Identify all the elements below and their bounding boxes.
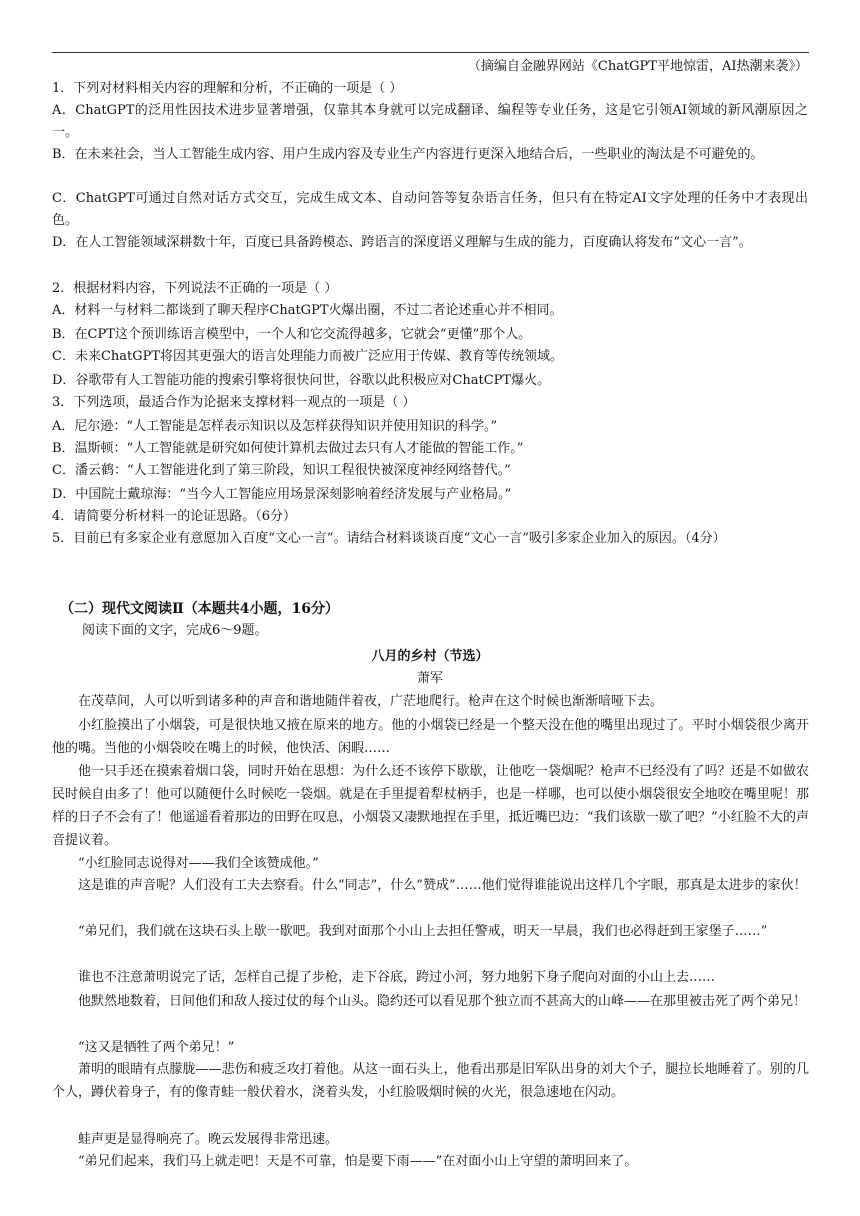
question-3-stem: 3．下列选项，最适合作为论据来支撑材料一观点的一项是（ ） [52, 395, 416, 410]
article-author: 萧军 [416, 671, 443, 686]
article-paragraph: “弟兄们起来，我们马上就走吧！天是不可靠，怕是要下雨——”在对面小山上守望的萧明回来了。 [78, 1154, 638, 1169]
question-1-option-b: B．在未来社会，当人工智能生成内容、用户生成内容及专业生产内容进行更深入地结合后，一些职业的淘汰是不可避免的。 [52, 147, 764, 162]
question-2-option-c: C．未来ChatGPT将因其更强大的语言处理能力而被广泛应用于传媒、教育等传统领域。 [52, 349, 564, 364]
question-3-option-c: C．潘云鹤：“人工智能进化到了第三阶段，知识工程很快被深度神经网络替代。” [52, 463, 511, 478]
question-1-option-a: A．ChatGPT的泛用性因技术进步显著增强，仅靠其本身就可以完成翻译、编程等专业任务，这是它引领AI领域的新风潮原因之一。 [52, 103, 808, 140]
question-5: 5．目前已有多家企业有意愿加入百度“文心一言”。请结合材料谈谈百度“文心一言”吸引多家企业加入的原因。（4分） [52, 531, 726, 546]
article-paragraph: “弟兄们，我们就在这块石头上歇一歇吧。我到对面那个小山上去担任警戒，明天一早晨，我们也必得赶到王家堡子……” [78, 924, 768, 939]
question-1-option-c: C．ChatGPT可通过自然对话方式交互，完成生成文本、自动问答等复杂语言任务，但只有在特定AI文字处理的任务中才表现出色。 [52, 191, 808, 228]
section-title: （二）现代文阅读Ⅱ（本题共4小题，16分） [60, 601, 340, 617]
article-paragraph: 谁也不注意萧明说完了话，怎样自己提了步枪，走下谷底，跨过小河，努力地躬下身子爬向对面的小山上去…… [78, 970, 716, 985]
question-3-option-b: B．温斯顿：“人工智能就是研究如何使计算机去做过去只有人才能做的智能工作。” [52, 441, 524, 456]
article-paragraph: 他一只手还在摸索着烟口袋，同时开始在思想：为什么还不该停下歇歇，让他吃一袋烟呢？枪声不已经没有了吗？还是不如做农民时候自由多了！他可以随便什么时候吃一袋烟。就是在手里提着犁杖柄手，也是一样哪，也可以使小烟袋很安全地咬在嘴里呢！那样的日子不会有了！他遥遥看着那边的田野在叹息，小烟袋又凄默地捏在手里，抵近嘴巴边：“我们该歇一歇了吧？”小红脸不大的声音提议着。 [52, 764, 809, 848]
article-paragraph: 萧明的眼睛有点朦胧——悲伤和疲乏攻打着他。从这一面石头上，他看出那是旧军队出身的刘大个子，腿拉长地睡着了。别的几个人，蹲伏着身子，有的像青蛙一般伏着水，浇着头发，小红脸吸烟时候的火光，很急速地在闪动。 [52, 1062, 809, 1100]
question-1-option-d: D．在人工智能领域深耕数十年，百度已具备跨模态、跨语言的深度语义理解与生成的能力，百度确认将发布“文心一言”。 [52, 235, 752, 250]
source-citation: （摘编自金融界网站《ChatGPT平地惊雷，AI热潮来袭》） [467, 59, 808, 74]
article-paragraph: 这是谁的声音呢？人们没有工夫去察看。什么“同志”，什么“赞成”……他们觉得谁能说出这样几个字眼，那真是太进步的家伙！ [78, 878, 807, 893]
article-paragraph: “这又是牺牲了两个弟兄！” [78, 1040, 235, 1055]
article-paragraph: 蛙声更是显得响亮了。晚云发展得非常迅速。 [78, 1132, 339, 1147]
article-paragraph: 在茂草间，人可以听到诸多种的声音和谐地随伴着夜，广茫地爬行。枪声在这个时候也渐渐喑哑下去。 [78, 694, 664, 709]
question-1-stem: 1．下列对材料相关内容的理解和分析，不正确的一项是（ ） [52, 81, 403, 96]
article-title: 八月的乡村（节选） [371, 649, 489, 664]
article-paragraph: 小红脸摸出了小烟袋，可是很快地又掖在原来的地方。他的小烟袋已经是一个整天没在他的嘴里出现过了。平时小烟袋很少离开他的嘴。当他的小烟袋咬在嘴上的时候，他快活、闲暇…… [52, 718, 809, 756]
question-2-option-a: A．材料一与材料二都谈到了聊天程序ChatGPT火爆出圈，不过二者论述重心并不相同。 [52, 303, 563, 318]
question-4: 4．请简要分析材料一的论证思路。（6分） [52, 509, 297, 524]
question-2-stem: 2．根据材料内容，下列说法不正确的一项是（ ） [52, 281, 338, 296]
article-paragraph: “小红脸同志说得对——我们全该赞成他。” [78, 856, 319, 871]
question-2-option-d: D．谷歌带有人工智能功能的搜索引擎将很快问世，谷歌以此积极应对ChatCPT爆火。 [52, 373, 551, 388]
article-paragraph: 他默然地数着，日间他们和敌人接过仗的每个山头。隐约还可以看见那个独立而不甚高大的山峰——在那里被击死了两个弟兄！ [78, 994, 807, 1009]
reading-instruction: 阅读下面的文字，完成6～9题。 [82, 623, 268, 638]
header-rule [52, 52, 809, 53]
question-3-option-d: D．中国院士戴琼海：“当今人工智能应用场景深刻影响着经济发展与产业格局。” [52, 487, 512, 502]
question-3-option-a: A．尼尔逊：“人工智能是怎样表示知识以及怎样获得知识并使用知识的科学。” [52, 419, 498, 434]
question-2-option-b: B．在CPT这个预训练语言模型中，一个人和它交流得越多，它就会“更懂”那个人。 [52, 327, 532, 342]
